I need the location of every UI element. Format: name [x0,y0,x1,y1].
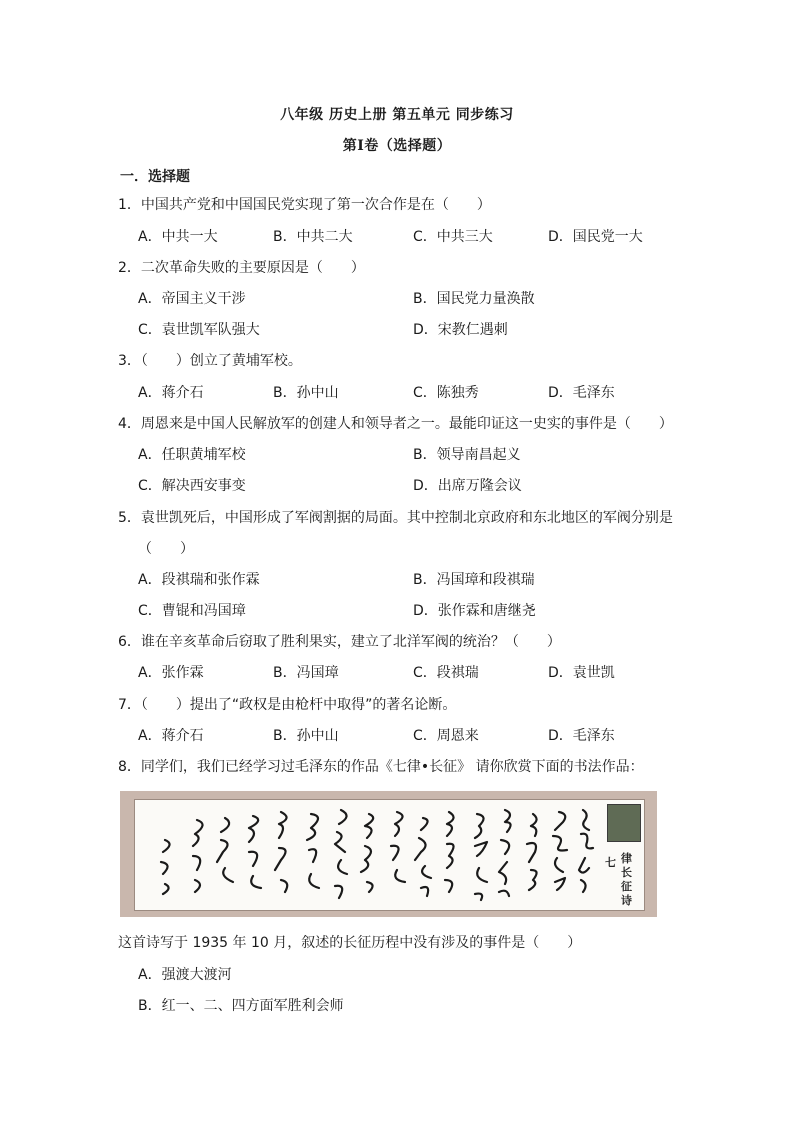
poem-title-char-1: 七 [605,856,616,869]
question-4-option-c[interactable]: C．解决西安事变 [138,478,246,494]
calligraphy-image [120,791,657,917]
question-4-option-a[interactable]: A．任职黄埔军校 [138,447,246,463]
question-1-option-c[interactable]: C．中共三大 [413,229,493,245]
question-6-option-b[interactable]: B．冯国璋 [273,665,339,681]
poem-title-char-2: 律 [621,852,632,865]
poem-title-char-5: 诗 [621,894,632,907]
question-2-option-b[interactable]: B．国民党力量涣散 [413,291,535,307]
question-7-option-a[interactable]: A．蒋介石 [138,728,204,744]
question-6-stem: 6．谁在辛亥革命后窃取了胜利果实，建立了北洋军阀的统治？（ ） [118,634,561,650]
calligraphy-scroll [134,799,645,911]
question-5-stem-continued: （ ） [138,541,194,557]
question-4-option-b[interactable]: B．领导南昌起义 [413,447,521,463]
question-5-option-a[interactable]: A．段祺瑞和张作霖 [138,572,260,588]
question-3-option-c[interactable]: C．陈独秀 [413,385,479,401]
question-2-option-d[interactable]: D．宋教仁遇刺 [413,322,508,338]
question-3-option-d[interactable]: D．毛泽东 [548,385,615,401]
question-5-option-d[interactable]: D．张作霖和唐继尧 [413,603,536,619]
question-5-option-b[interactable]: B．冯国璋和段祺瑞 [413,572,535,588]
question-3-option-a[interactable]: A．蒋介石 [138,385,204,401]
question-7-option-c[interactable]: C．周恩来 [413,728,479,744]
page-title: 八年级 历史上册 第五单元 同步练习 [280,107,514,123]
question-3-stem: 3．（ ）创立了黄埔军校。 [118,353,302,369]
poem-title-char-3: 长 [621,866,632,879]
question-8-stem: 8．同学们，我们已经学习过毛泽东的作品《七律•长征》 请你欣赏下面的书法作品： [118,759,644,775]
question-5-stem: 5．袁世凯死后，中国形成了军阀割据的局面。其中控制北京政府和东北地区的军阀分别是 [118,510,673,526]
portrait-image [607,804,641,842]
calligraphy-strokes-icon [135,800,644,910]
question-6-option-a[interactable]: A．张作霖 [138,665,204,681]
question-8-prompt: 这首诗写于 1935 年 10 月，叙述的长征历程中没有涉及的事件是（ ） [118,935,582,951]
question-5-option-c[interactable]: C．曹锟和冯国璋 [138,603,246,619]
volume-title: 第Ⅰ卷（选择题） [342,138,452,154]
question-1-option-d[interactable]: D．国民党一大 [548,229,643,245]
question-7-stem: 7．（ ）提出了“政权是由枪杆中取得”的著名论断。 [118,697,457,713]
poem-title-char-4: 征 [621,880,632,893]
question-6-option-c[interactable]: C．段祺瑞 [413,665,479,681]
question-7-option-b[interactable]: B．孙中山 [273,728,339,744]
question-2-option-a[interactable]: A．帝国主义干涉 [138,291,246,307]
question-8-option-a[interactable]: A．强渡大渡河 [138,967,232,983]
question-7-option-d[interactable]: D．毛泽东 [548,728,615,744]
question-3-option-b[interactable]: B．孙中山 [273,385,339,401]
question-1-option-a[interactable]: A．中共一大 [138,229,218,245]
question-4-stem: 4．周恩来是中国人民解放军的创建人和领导者之一。最能印证这一史实的事件是（ ） [118,416,673,432]
section-heading: 一．选择题 [120,169,190,185]
question-1-stem: 1．中国共产党和中国国民党实现了第一次合作是在（ ） [118,197,491,213]
question-1-option-b[interactable]: B．中共二大 [273,229,353,245]
question-2-option-c[interactable]: C．袁世凯军队强大 [138,322,260,338]
question-2-stem: 2．二次革命失败的主要原因是（ ） [118,260,365,276]
question-4-option-d[interactable]: D．出席万隆会议 [413,478,522,494]
question-8-option-b[interactable]: B．红一、二、四方面军胜利会师 [138,998,344,1014]
question-6-option-d[interactable]: D．袁世凯 [548,665,615,681]
